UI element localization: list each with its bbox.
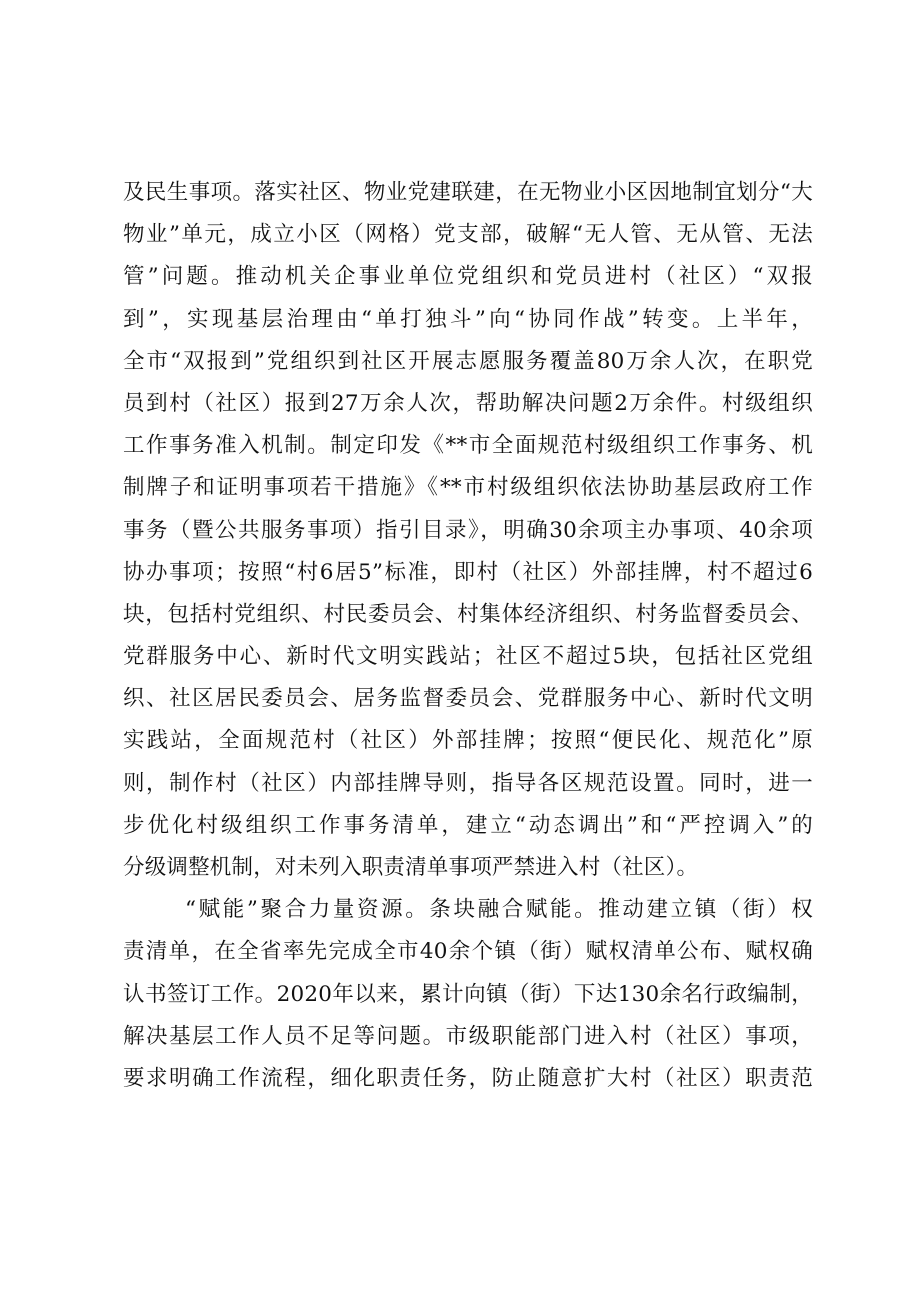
- text-line: 实践站，全面规范村（社区）外部挂牌；按照“便民化、规范化”原: [123, 728, 813, 754]
- text-line: 工作事务准入机制。制定印发《**市全面规范村级组织工作事务、机: [123, 433, 813, 459]
- text-line: 织、社区居民委员会、居务监督委员会、党群服务中心、新时代文明: [123, 686, 813, 712]
- text-line: 到”，实现基层治理由“单打独斗”向“协同作战”转变。上半年，: [123, 306, 813, 332]
- text-line: 分级调整机制，对未列入职责清单事项严禁进入村（社区）。: [123, 855, 699, 880]
- text-line: 员到村（社区）报到27万余人次，帮助解决问题2万余件。村级组织: [123, 390, 813, 416]
- text-line: 物业”单元，成立小区（网格）党支部，破解“无人管、无从管、无法: [123, 222, 813, 248]
- document-body: [123, 172, 813, 1100]
- text-line: 协办事项；按照“村6居5”标准，即村（社区）外部挂牌，村不超过6: [123, 559, 813, 585]
- paragraph-1: [123, 172, 813, 889]
- text-line: 全市“双报到”党组织到社区开展志愿服务覆盖80万余人次，在职党: [123, 348, 813, 374]
- text-line: 及民生事项。落实社区、物业党建联建，在无物业小区因地制宜划分“大: [123, 180, 813, 205]
- text-line: 则，制作村（社区）内部挂牌导则，指导各区规范设置。同时，进一: [123, 770, 813, 796]
- text-line: 步优化村级组织工作事务清单，建立“动态调出”和“严控调入”的: [123, 812, 813, 838]
- text-line: 责清单，在全省率先完成全市40余个镇（街）赋权清单公布、赋权确: [123, 939, 813, 965]
- text-line: 块，包括村党组织、村民委员会、村集体经济组织、村务监督委员会、: [123, 601, 813, 627]
- text-line: “赋能”聚合力量资源。条块融合赋能。推动建立镇（街）权: [185, 897, 813, 923]
- paragraph-2: [123, 889, 813, 1100]
- text-line: 管”问题。推动机关企事业单位党组织和党员进村（社区）“双报: [123, 264, 813, 290]
- text-line: 党群服务中心、新时代文明实践站；社区不超过5块，包括社区党组: [123, 644, 813, 670]
- text-line: 事务（暨公共服务事项）指引目录》，明确30余项主办事项、40余项: [123, 517, 813, 543]
- text-line: 认书签订工作。2020年以来，累计向镇（街）下达130余名行政编制，: [123, 981, 813, 1007]
- text-line: 制牌子和证明事项若干措施》《**市村级组织依法协助基层政府工作: [123, 475, 813, 501]
- text-line: 解决基层工作人员不足等问题。市级职能部门进入村（社区）事项，: [123, 1023, 813, 1049]
- text-line: 要求明确工作流程，细化职责任务，防止随意扩大村（社区）职责范: [123, 1065, 813, 1091]
